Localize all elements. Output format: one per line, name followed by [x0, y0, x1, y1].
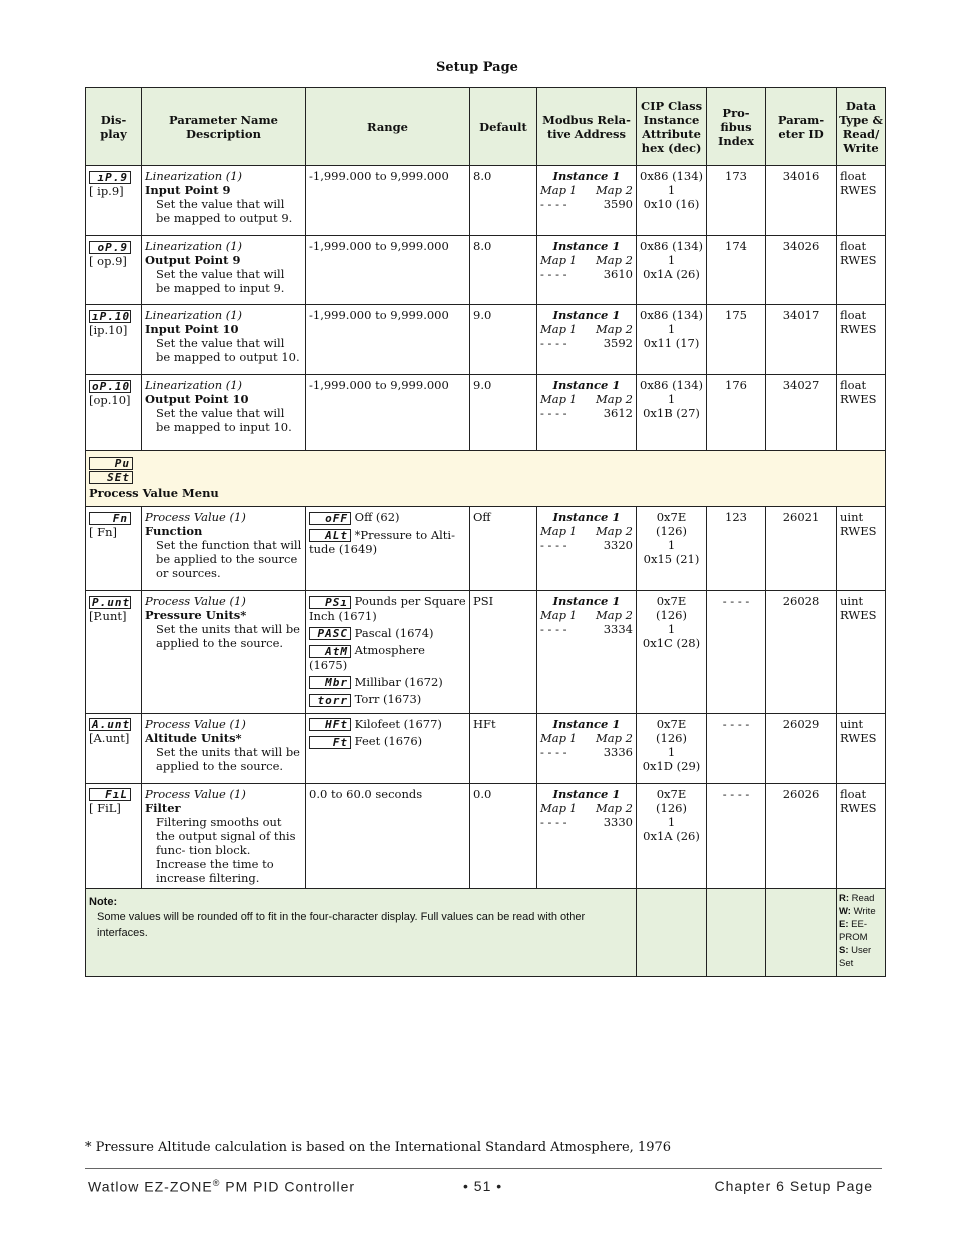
table-row: [86, 591, 886, 714]
table-row: [86, 713, 886, 783]
note-row: [86, 888, 886, 976]
footer-divider: [85, 1168, 882, 1169]
profibus-cell: 173: [707, 166, 766, 236]
param-name-cell: Linearization (1) Output Point 9 Set the value that will be mapped to input 9.: [142, 236, 306, 305]
modbus-cell: Instance 1 Map 1 Map 2 - - - - 3336: [537, 713, 637, 783]
param-name-cell: Linearization (1) Output Point 10 Set the value that will be mapped to input 10.: [142, 375, 306, 451]
param-id-cell: 26021: [766, 507, 837, 591]
display-cell: FıL [ FiL]: [86, 783, 142, 888]
cip-cell: 0x7E (126) 1 0x1D (29): [637, 713, 707, 783]
linearization-rows: [86, 166, 886, 451]
data-type-cell: float RWES: [837, 305, 886, 375]
display-icon: PASC: [309, 627, 351, 640]
data-type-cell: uint RWES: [837, 591, 886, 714]
cip-cell: 0x86 (134) 1 0x11 (17): [637, 305, 707, 375]
table-row: [86, 783, 886, 888]
modbus-cell: Instance 1 Map 1 Map 2 - - - - 3330: [537, 783, 637, 888]
cip-cell: 0x7E (126) 1 0x15 (21): [637, 507, 707, 591]
param-id-cell: 34017: [766, 305, 837, 375]
profibus-cell: - - - -: [707, 783, 766, 888]
table-row: [86, 236, 886, 305]
range-cell: -1,999.000 to 9,999.000: [306, 236, 470, 305]
data-type-cell: float RWES: [837, 236, 886, 305]
table-row: [86, 507, 886, 591]
range-option: ALt *Pressure to Alti- tude (1649): [309, 527, 455, 556]
default-cell: Off: [470, 507, 537, 591]
setup-table: [85, 87, 886, 977]
modbus-cell: Instance 1 Map 1 Map 2 - - - - 3610: [537, 236, 637, 305]
display-icon: P.unt: [89, 596, 131, 609]
profibus-cell: - - - -: [707, 591, 766, 714]
cip-cell: 0x7E (126) 1 0x1C (28): [637, 591, 707, 714]
display-icon: oFF: [309, 512, 351, 525]
display-cell: ıP.10 [ip.10]: [86, 305, 142, 375]
display-icon: ıP.10: [89, 310, 131, 323]
page-title: Setup Page: [436, 60, 518, 75]
process-value-rows: [86, 507, 886, 889]
range-option: torr Torr (1673): [309, 692, 466, 707]
default-cell: 8.0: [470, 166, 537, 236]
table-row: [86, 375, 886, 451]
cip-cell: 0x86 (134) 1 0x1A (26): [637, 236, 707, 305]
range-option: PSı Pounds per Square Inch (1671): [309, 594, 466, 623]
profibus-cell: 175: [707, 305, 766, 375]
range-cell: [306, 713, 470, 783]
profibus-cell: 174: [707, 236, 766, 305]
header-display: Dis- play: [86, 88, 142, 166]
display-icon: Fn: [89, 512, 131, 525]
header-cip: CIP Class Instance Attribute hex (dec): [637, 88, 707, 166]
range-option: PASC Pascal (1674): [309, 626, 466, 641]
param-name-cell: Process Value (1) Function Set the function that will be applied to the source or sources.: [142, 507, 306, 591]
header-param-id: Param- eter ID: [766, 88, 837, 166]
param-name-cell: Linearization (1) Input Point 10 Set the value that will be mapped to output 10.: [142, 305, 306, 375]
note-empty-cell: [766, 888, 837, 976]
note-empty-cell: [707, 888, 766, 976]
header-param-name: Parameter Name Description: [142, 88, 306, 166]
default-cell: 0.0: [470, 783, 537, 888]
display-icon: Ft: [309, 736, 351, 749]
range-option: oFF Off (62): [309, 510, 466, 525]
display-cell: P.unt [P.unt]: [86, 591, 142, 714]
param-id-cell: 26026: [766, 783, 837, 888]
modbus-cell: Instance 1 Map 1 Map 2 - - - - 3334: [537, 591, 637, 714]
display-cell: oP.10 [op.10]: [86, 375, 142, 451]
display-cell: oP.9 [ op.9]: [86, 236, 142, 305]
display-icon: oP.9: [89, 241, 131, 254]
param-id-cell: 34027: [766, 375, 837, 451]
range-cell: [306, 591, 470, 714]
param-name-cell: Process Value (1) Pressure Units* Set the units that will be applied to the source.: [142, 591, 306, 714]
header-profibus: Pro- fibus Index: [707, 88, 766, 166]
param-id-cell: 34016: [766, 166, 837, 236]
param-id-cell: 26028: [766, 591, 837, 714]
modbus-cell: Instance 1 Map 1 Map 2 - - - - 3592: [537, 305, 637, 375]
footnote: * Pressure Altitude calculation is based on the International Standard Atmosphere, 1976: [85, 1140, 672, 1155]
display-icon: Mbr: [309, 676, 351, 689]
param-name-cell: Linearization (1) Input Point 9 Set the value that will be mapped to output 9.: [142, 166, 306, 236]
default-cell: PSI: [470, 591, 537, 714]
default-cell: HFt: [470, 713, 537, 783]
range-option: AtM Atmosphere (1675): [309, 643, 425, 672]
modbus-cell: Instance 1 Map 1 Map 2 - - - - 3320: [537, 507, 637, 591]
data-type-cell: uint RWES: [837, 507, 886, 591]
display-icon: torr: [309, 694, 351, 707]
header-data-type: Data Type & Read/ Write: [837, 88, 886, 166]
menu-label: Process Value Menu: [89, 486, 219, 500]
range-cell: 0.0 to 60.0 seconds: [306, 783, 470, 888]
data-type-cell: float RWES: [837, 375, 886, 451]
header-default: Default: [470, 88, 537, 166]
default-cell: 8.0: [470, 236, 537, 305]
display-icon: ıP.9: [89, 171, 131, 184]
display-cell: A.unt [A.unt]: [86, 713, 142, 783]
header-modbus: Modbus Rela- tive Address: [537, 88, 637, 166]
data-type-cell: uint RWES: [837, 713, 886, 783]
footer-page-number: • 51 •: [463, 1178, 503, 1194]
range-option: Ft Feet (1676): [309, 734, 466, 749]
table-row: [86, 166, 886, 236]
profibus-cell: 176: [707, 375, 766, 451]
default-cell: 9.0: [470, 375, 537, 451]
display-icon: FıL: [89, 788, 131, 801]
header-row: [86, 88, 886, 166]
note-text: Some values will be rounded off to fit in the four-character display. Full values can be read with other interfaces.: [97, 910, 586, 939]
footer-product: Watlow EZ-ZONE® PM PID Controller: [88, 1178, 356, 1195]
footer-chapter: Chapter 6 Setup Page: [714, 1178, 873, 1194]
param-name-cell: Process Value (1) Filter Filtering smooths out the output signal of this func- tion block. Increase the time to increase filtering.: [142, 783, 306, 888]
param-name-cell: Process Value (1) Altitude Units* Set the units that will be applied to the source.: [142, 713, 306, 783]
display-cell: ıP.9 [ ip.9]: [86, 166, 142, 236]
display-icon: HFt: [309, 718, 351, 731]
data-type-cell: float RWES: [837, 783, 886, 888]
range-cell: [306, 507, 470, 591]
cip-cell: 0x86 (134) 1 0x1B (27): [637, 375, 707, 451]
note-empty-cell: [637, 888, 707, 976]
rw-legend: R: Read W: Write E: EE- PROM S: User Set: [837, 888, 886, 976]
display-cell: Fn [ Fn]: [86, 507, 142, 591]
display-icon: AtM: [309, 645, 351, 658]
data-type-cell: float RWES: [837, 166, 886, 236]
range-option: Mbr Millibar (1672): [309, 675, 466, 690]
display-icon: SEt: [89, 471, 133, 484]
cip-cell: 0x86 (134) 1 0x10 (16): [637, 166, 707, 236]
default-cell: 9.0: [470, 305, 537, 375]
range-cell: -1,999.000 to 9,999.000: [306, 305, 470, 375]
range-cell: -1,999.000 to 9,999.000: [306, 375, 470, 451]
cip-cell: 0x7E (126) 1 0x1A (26): [637, 783, 707, 888]
header-range: Range: [306, 88, 470, 166]
display-icon: ALt: [309, 529, 351, 542]
range-option: HFt Kilofeet (1677): [309, 717, 466, 732]
profibus-cell: - - - -: [707, 713, 766, 783]
range-cell: -1,999.000 to 9,999.000: [306, 166, 470, 236]
display-icon: A.unt: [89, 718, 131, 731]
display-icon: Pu: [89, 457, 133, 470]
note-label: Note:: [89, 895, 118, 908]
modbus-cell: Instance 1 Map 1 Map 2 - - - - 3590: [537, 166, 637, 236]
profibus-cell: 123: [707, 507, 766, 591]
menu-row: [86, 451, 886, 507]
param-id-cell: 34026: [766, 236, 837, 305]
table-row: [86, 305, 886, 375]
display-icon: PSı: [309, 596, 351, 609]
display-icon: oP.10: [89, 380, 131, 393]
modbus-cell: Instance 1 Map 1 Map 2 - - - - 3612: [537, 375, 637, 451]
param-id-cell: 26029: [766, 713, 837, 783]
